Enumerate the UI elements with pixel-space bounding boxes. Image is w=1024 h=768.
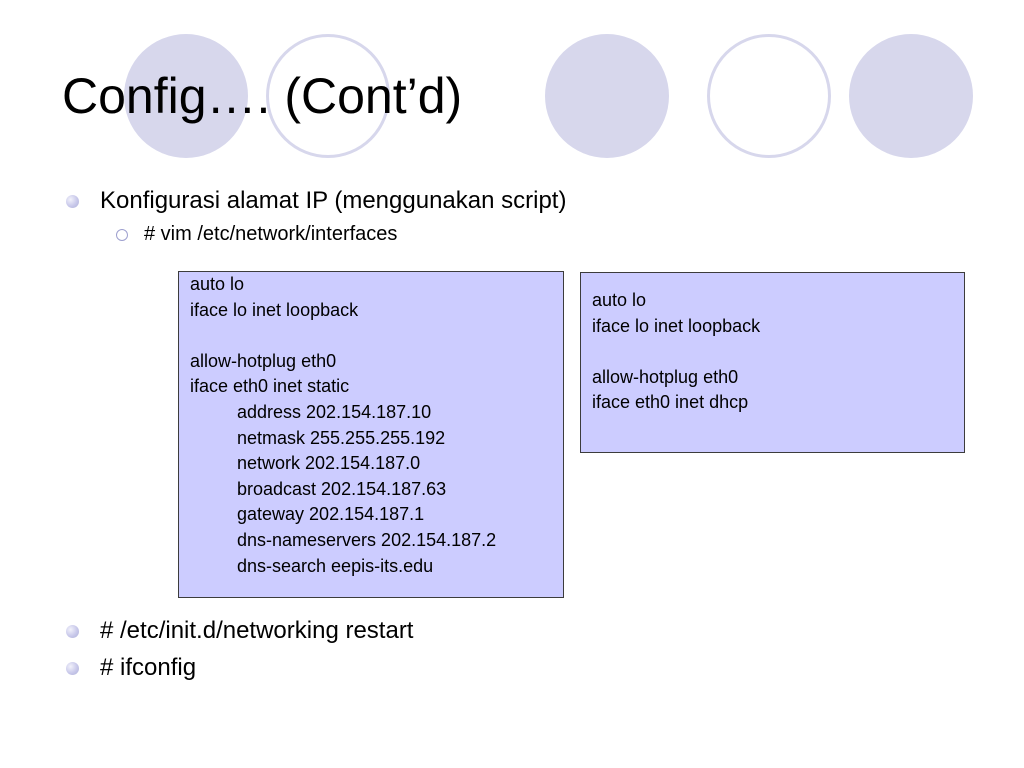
- config-line: iface eth0 inet static: [190, 376, 350, 397]
- bullet-text: Konfigurasi alamat IP (menggunakan script): [100, 187, 567, 214]
- config-line-indented: address 202.154.187.10: [237, 401, 432, 422]
- sub-bullet-text: # vim /etc/network/interfaces: [144, 223, 398, 245]
- decorative-circle-5: [849, 34, 973, 158]
- config-line-indented: gateway 202.154.187.1: [237, 504, 425, 525]
- config-line-indented: network 202.154.187.0: [237, 453, 421, 474]
- sub-bullet-vim: [116, 223, 397, 246]
- config-line: iface lo inet loopback: [592, 315, 761, 336]
- config-line: auto lo: [592, 290, 647, 310]
- static-config-box: [178, 271, 564, 598]
- bullet-text: # /etc/init.d/networking restart: [100, 617, 414, 644]
- bullet-dot-icon: [66, 625, 79, 638]
- config-line-indented: broadcast 202.154.187.63: [237, 478, 447, 499]
- sub-bullet-ring-icon: [116, 229, 128, 241]
- config-line-blank: [190, 323, 553, 349]
- config-line: allow-hotplug eth0: [592, 366, 739, 387]
- decorative-circle-4: [707, 34, 831, 158]
- bullet-networking-restart: [66, 617, 413, 645]
- config-line: iface lo inet loopback: [190, 299, 359, 320]
- bullet-dot-icon: [66, 195, 79, 208]
- bullet-dot-icon: [66, 662, 79, 675]
- config-line-indented: dns-nameservers 202.154.187.2: [237, 529, 497, 550]
- slide-title: Config…. (Cont’d): [62, 68, 463, 124]
- config-line-indented: dns-search eepis-its.edu: [237, 555, 434, 576]
- config-line: iface eth0 inet dhcp: [592, 392, 749, 413]
- bullet-konfigurasi: [66, 187, 566, 215]
- dhcp-config-box: [580, 272, 965, 453]
- config-line-indented: netmask 255.255.255.192: [237, 427, 446, 448]
- bullet-text: # ifconfig: [100, 654, 197, 681]
- decorative-circle-3: [545, 34, 669, 158]
- config-line-blank: [592, 339, 954, 365]
- config-line: auto lo: [190, 274, 245, 294]
- bullet-ifconfig: [66, 654, 196, 682]
- config-line: allow-hotplug eth0: [190, 350, 337, 371]
